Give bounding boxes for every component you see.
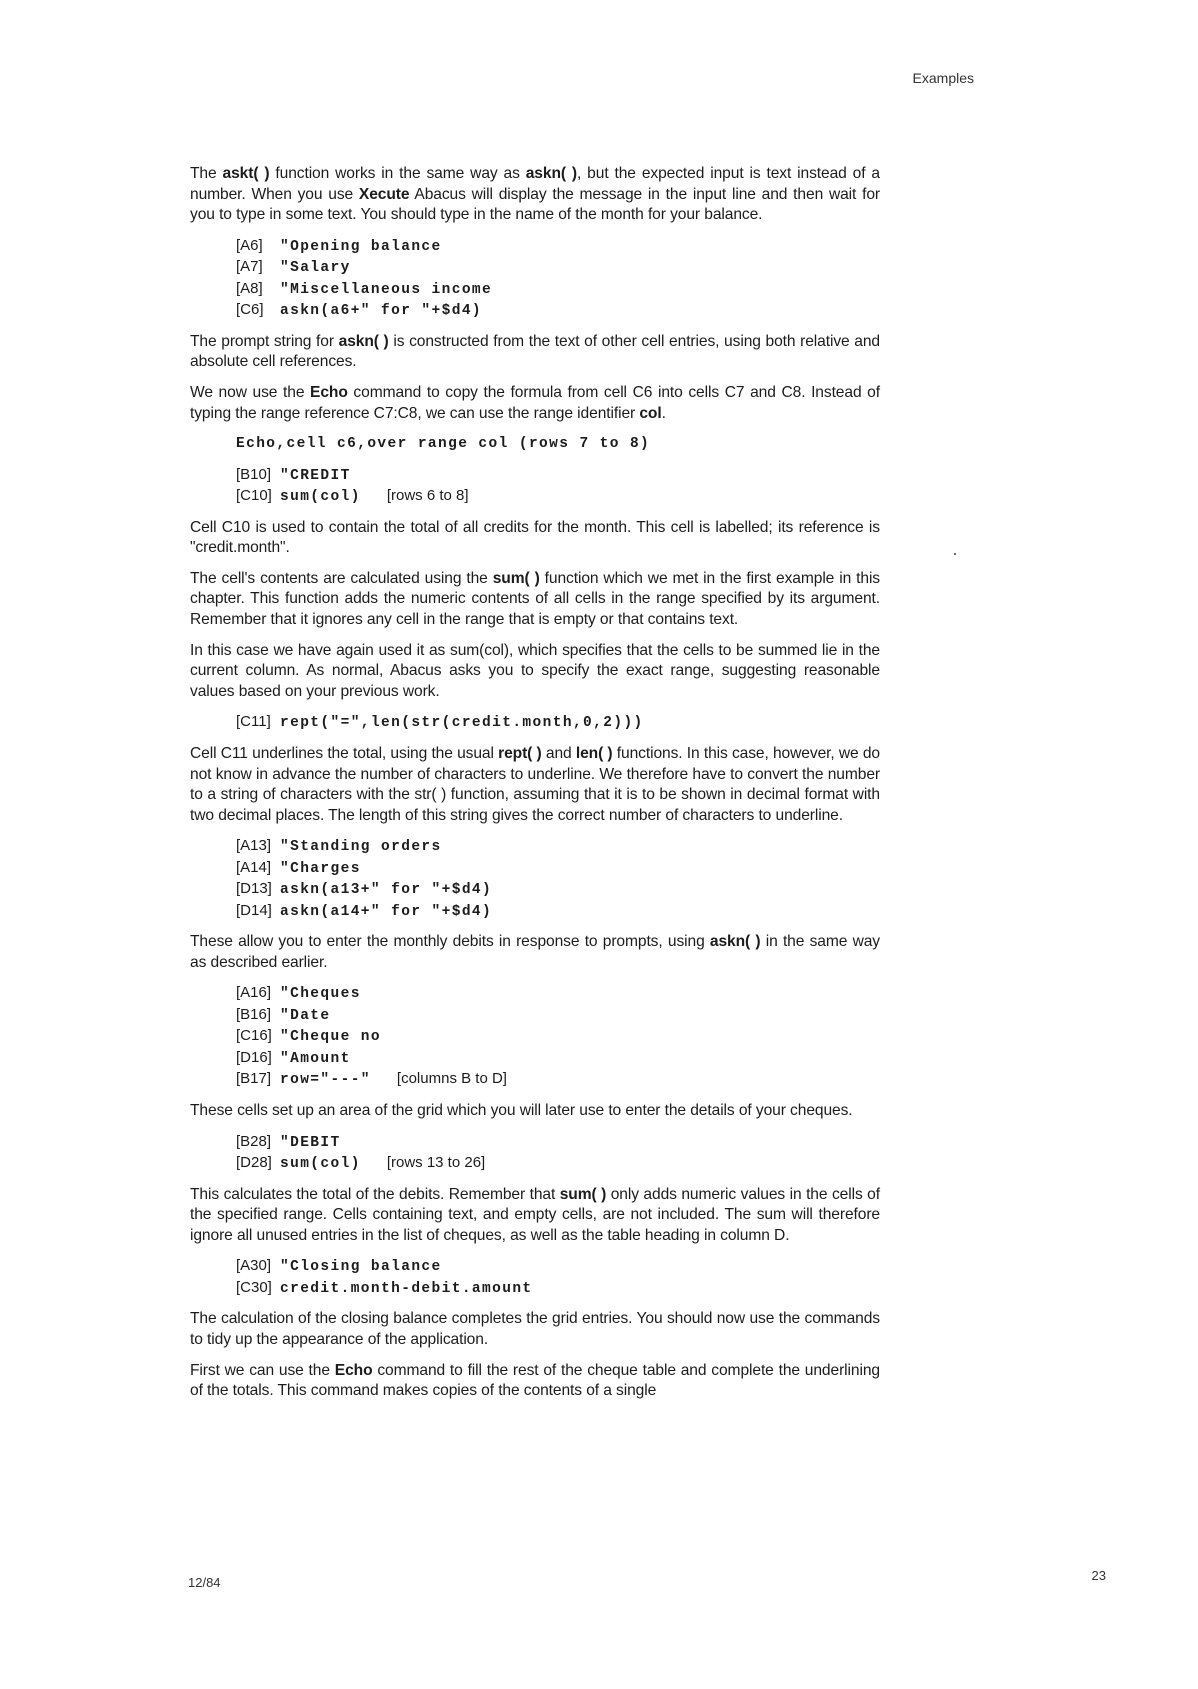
cell-reference: [B28]	[236, 1132, 272, 1150]
code-line	[236, 1132, 880, 1154]
code-line	[236, 300, 880, 322]
text-run: Cell C11 underlines the total, using the usual	[190, 744, 499, 762]
paragraph	[190, 641, 880, 703]
text-run: The cell's contents are calculated using the	[190, 569, 493, 587]
range-note: [rows 6 to 8]	[386, 487, 469, 505]
bold-term: rept( )	[498, 744, 542, 762]
cell-reference: [A6]	[236, 236, 263, 254]
code-line	[236, 901, 880, 923]
paragraph	[190, 1185, 880, 1247]
text-run: The prompt string for	[190, 332, 339, 350]
cell-reference: [B16]	[236, 1005, 272, 1023]
paragraph	[190, 1101, 880, 1122]
cell-reference: [D13]	[236, 880, 272, 898]
range-note: [rows 13 to 26]	[386, 1154, 486, 1172]
cell-entry: askn(a14+" for "+$d4)	[280, 903, 493, 920]
code-line	[236, 858, 880, 880]
cell-entry: "Standing orders	[280, 839, 442, 856]
code-block	[236, 434, 880, 455]
text-run: In this case we have again used it as sum(col), which specifies that the cells to be summed lie in the current column. As normal, Abacus asks you to specify the exact range, suggesting reasonable values based on your previous work.	[190, 641, 880, 700]
text-run: This calculates the total of the debits. Remember that	[190, 1185, 560, 1203]
code-block	[236, 465, 880, 508]
cell-reference: [B17]	[236, 1070, 272, 1088]
cell-entry: rept("=",len(str(credit.month,0,2)))	[280, 715, 644, 732]
cell-entry: "Closing balance	[280, 1259, 442, 1276]
paragraph	[190, 518, 880, 559]
text-run: We now use the	[190, 383, 311, 401]
paragraph	[190, 1361, 880, 1402]
code-line	[236, 879, 880, 901]
paragraph	[190, 569, 880, 631]
cell-reference: [C10]	[236, 487, 272, 505]
code-line	[236, 486, 880, 508]
cell-reference: [A14]	[236, 858, 272, 876]
bold-term: col	[639, 404, 662, 422]
paragraph	[190, 383, 880, 424]
text-run: .	[661, 404, 666, 422]
bold-term: Xecute	[358, 185, 410, 203]
paragraph	[190, 332, 880, 373]
cell-entry: credit.month-debit.amount	[280, 1280, 533, 1297]
cell-entry: "Cheque no	[280, 1029, 382, 1046]
text-run: and	[541, 744, 576, 762]
cell-reference: [B10]	[236, 465, 272, 483]
cell-entry: sum(col)	[280, 489, 361, 506]
cell-reference: [C11]	[236, 713, 271, 731]
cell-entry: "Salary	[280, 260, 351, 277]
cell-entry: "Miscellaneous income	[280, 281, 493, 298]
bold-term: Echo	[310, 383, 348, 401]
paragraph	[190, 1309, 880, 1350]
cell-reference: [A30]	[236, 1257, 272, 1275]
cell-reference: [A7]	[236, 258, 263, 276]
code-line	[236, 1153, 880, 1175]
cell-entry: "Date	[280, 1007, 331, 1024]
text-run: First we can use the	[190, 1361, 335, 1379]
cell-entry: "CREDIT	[280, 467, 351, 484]
cell-entry: row="---"	[280, 1072, 371, 1089]
range-note: [columns B to D]	[396, 1070, 507, 1088]
cell-reference: [C6]	[236, 301, 264, 319]
bold-term: askn( )	[525, 165, 578, 182]
bold-term: sum( )	[559, 1185, 607, 1203]
text-run: Abacus will display the message in the input line and then wait for you to type in some text. You should type in the name of the month for your balance.	[190, 185, 880, 224]
text-run: command to copy the formula from cell C6 into cells C7 and C8. Instead of typing the range reference C7:C8, we can use the range identifier	[190, 383, 880, 422]
code-block	[236, 1256, 880, 1299]
paragraph	[190, 932, 880, 973]
code-line	[236, 712, 880, 734]
code-line	[236, 465, 880, 487]
text-run: function which we met in the first example in this chapter. This function adds the numeric contents of all cells in the range specified by its argument. Remember that it ignores any cell in the range that is empty or that contains text.	[190, 569, 881, 629]
paragraph	[190, 744, 880, 826]
cell-entry: sum(col)	[280, 1156, 361, 1173]
cell-reference: [C30]	[236, 1278, 272, 1296]
text-run: The	[190, 165, 223, 182]
code-line	[236, 983, 880, 1005]
cell-entry: "Opening balance	[280, 238, 442, 255]
code-line	[236, 1048, 880, 1070]
bold-term: askt( )	[222, 165, 270, 182]
code-line	[236, 236, 880, 258]
cell-reference: [D16]	[236, 1048, 272, 1066]
cell-reference: [A16]	[236, 984, 272, 1002]
running-header: Examples	[912, 70, 974, 86]
cell-entry: askn(a13+" for "+$d4)	[280, 882, 493, 899]
code-line	[236, 1278, 880, 1300]
cell-entry: askn(a6+" for "+$d4)	[280, 303, 483, 320]
text-run: functions. In this case, however, we do not know in advance the number of characters to underline. We therefore have to convert the number to a string of characters with the str( ) function, assuming that it is to be shown in decimal format with two decimal places. The length of this string gives the correct number of characters to underline.	[190, 744, 880, 824]
code-line	[236, 836, 880, 858]
code-line	[236, 1069, 880, 1091]
cell-reference: [C16]	[236, 1027, 272, 1045]
code-line	[236, 1005, 880, 1027]
cell-entry: "Charges	[280, 860, 361, 877]
text-run: These cells set up an area of the grid which you will later use to enter the details of your cheques.	[190, 1101, 853, 1119]
text-run: These allow you to enter the monthly debits in response to prompts, using	[190, 933, 710, 951]
text-run: in the same way as described earlier.	[190, 933, 880, 971]
text-run: only adds numeric values in the cells of the specified range. Cells containing text, and empty cells, are not included. The sum will therefore ignore all unused entries in the list of cheques, as well as the table heading in column D.	[190, 1185, 880, 1244]
code-line	[236, 257, 880, 279]
cell-reference: [D14]	[236, 901, 272, 919]
code-block	[236, 1132, 880, 1175]
text-run: command to fill the rest of the cheque table and complete the underlining of the totals. This command makes copies of the contents of a single	[190, 1361, 880, 1400]
code-block	[236, 836, 880, 922]
paragraph	[190, 164, 880, 226]
page-body	[190, 164, 880, 1412]
cell-entry: "Amount	[280, 1050, 351, 1067]
text-run: The calculation of the closing balance completes the grid entries. You should now use the commands to tidy up the appearance of the application.	[190, 1310, 880, 1348]
bold-term: askn( )	[338, 332, 389, 350]
bold-term: sum( )	[492, 569, 540, 587]
code-line	[236, 279, 880, 301]
echo-command-line: Echo,cell c6,over range col (rows 7 to 8)	[236, 436, 651, 453]
text-run: function works in the same way as	[269, 165, 526, 182]
cell-entry: "DEBIT	[280, 1134, 341, 1151]
text-run: is constructed from the text of other cell entries, using both relative and absolute cell references.	[190, 332, 881, 371]
text-run: , but the expected input is text instead of a number. When you use	[190, 165, 880, 203]
code-line	[236, 1256, 880, 1278]
code-block	[236, 983, 880, 1091]
code-line	[236, 1026, 880, 1048]
code-block	[236, 712, 880, 734]
cell-reference: [A13]	[236, 837, 272, 855]
cell-reference: [D28]	[236, 1154, 272, 1172]
text-run: Cell C10 is used to contain the total of all credits for the month. This cell is labelled; its reference is "credit.month".	[190, 518, 880, 557]
footer-date: 12/84	[188, 1575, 221, 1590]
cell-reference: [A8]	[236, 279, 263, 297]
page-number: 23	[1091, 1568, 1106, 1583]
bold-term: askn( )	[709, 933, 761, 951]
bold-term: len( )	[575, 744, 613, 762]
cell-entry: "Cheques	[280, 986, 361, 1003]
code-block	[236, 236, 880, 322]
margin-speck	[954, 553, 956, 555]
bold-term: Echo	[334, 1361, 373, 1379]
